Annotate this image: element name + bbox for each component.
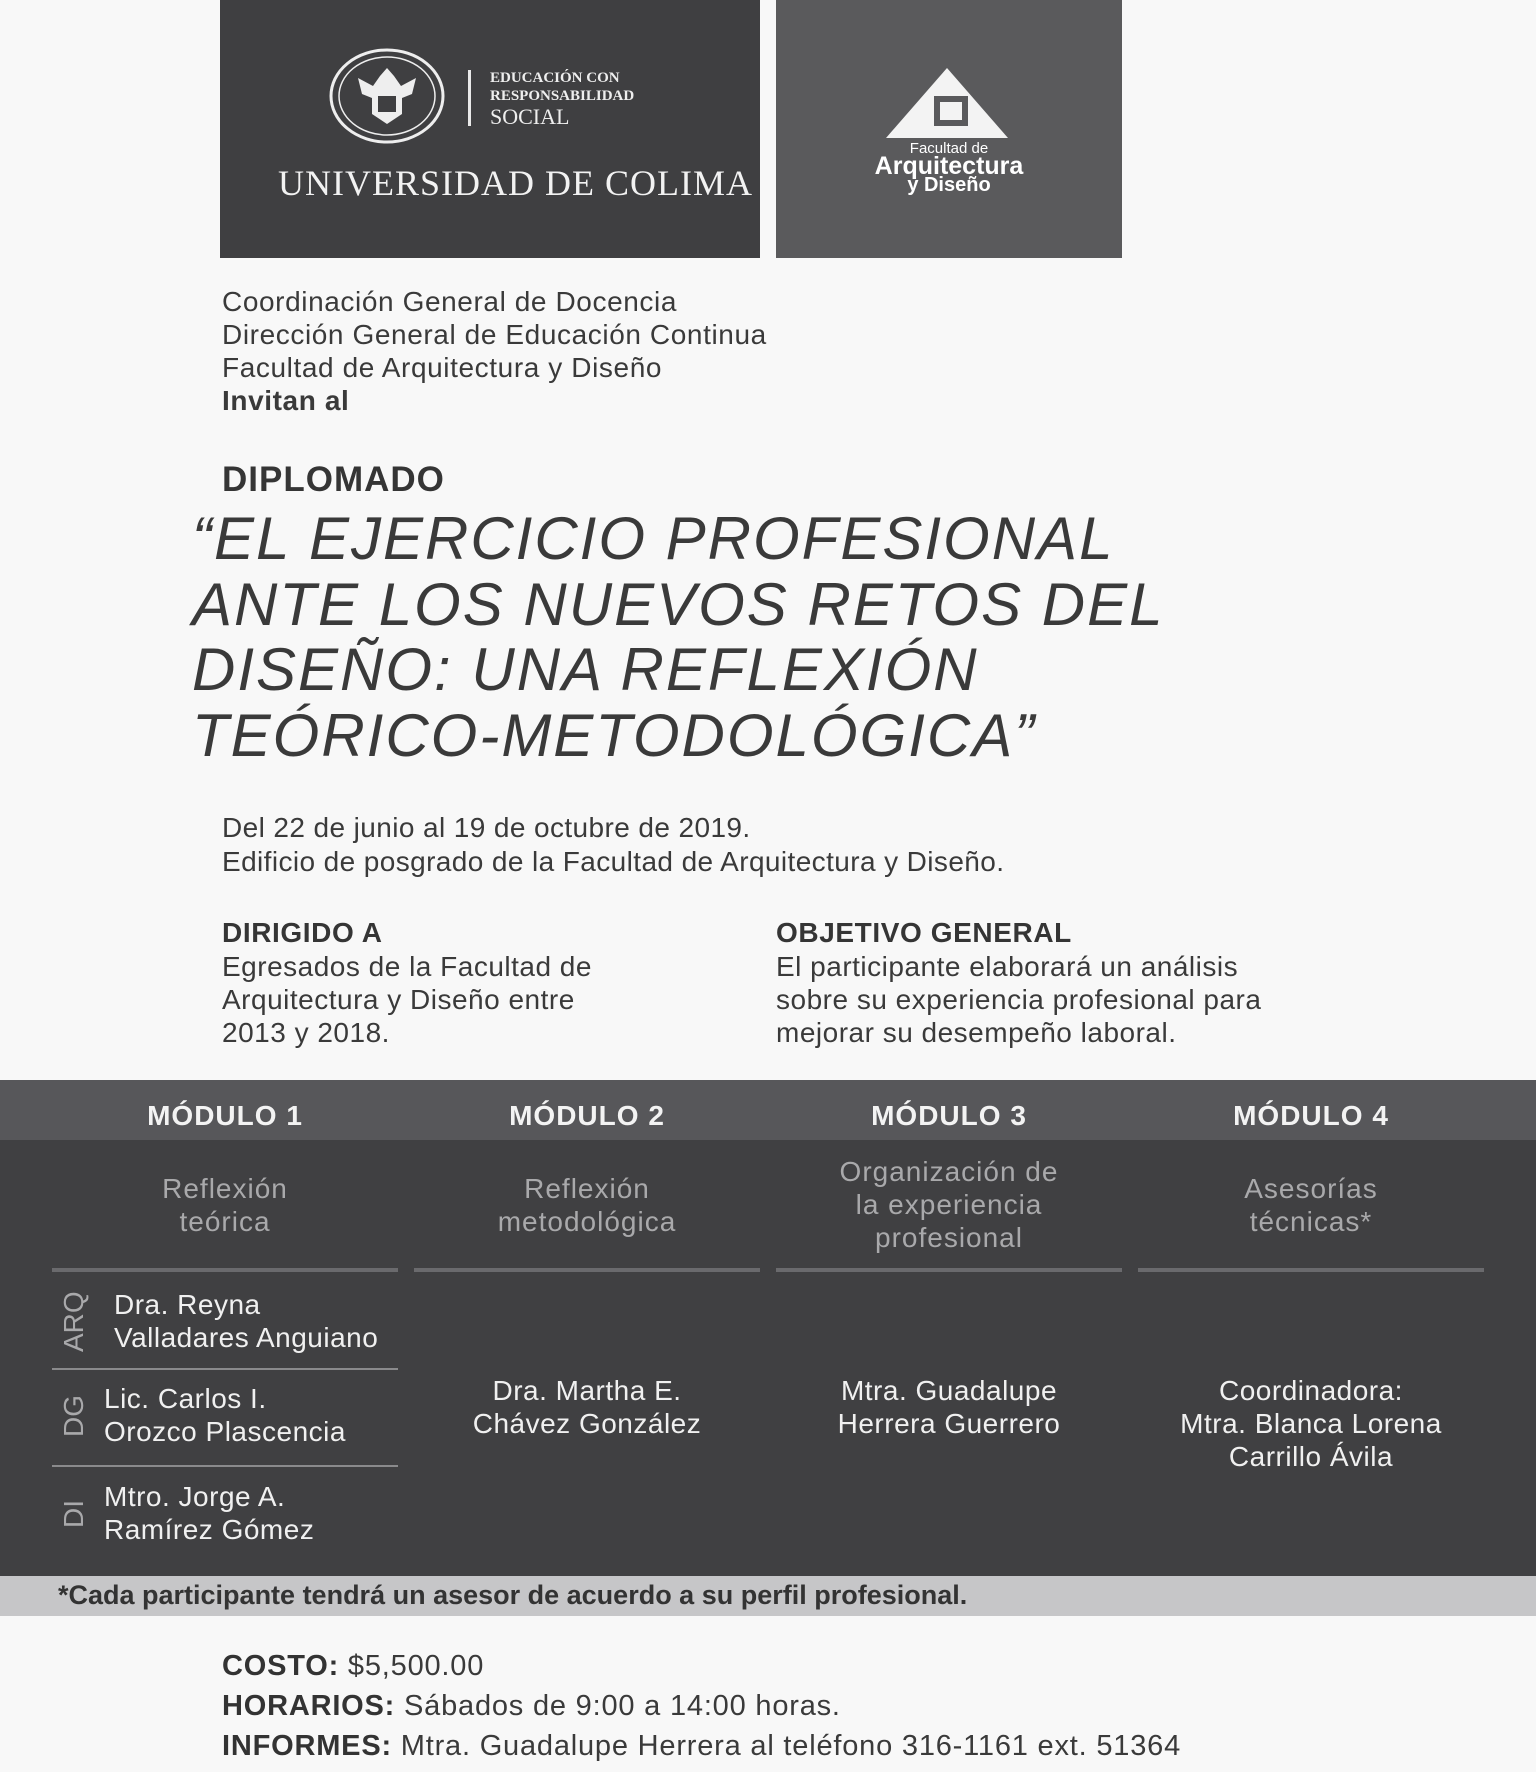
instructor-tag-di: DI (58, 1500, 89, 1528)
instructor-tag-dg: DG (58, 1395, 89, 1437)
module-1-title: MÓDULO 1 (147, 1100, 303, 1131)
module-3-instructor: Mtra. Guadalupe Herrera Guerrero (837, 1375, 1061, 1439)
program-type: DIPLOMADO (222, 460, 445, 499)
informes-label: INFORMES: (222, 1730, 392, 1762)
institution-2: Dirección General de Educación Continua (222, 319, 767, 350)
dirigido-text: Egresados de la Facultad de Arquitectura y Diseño entre 2013 y 2018. (222, 951, 592, 1048)
horarios-line (222, 1690, 841, 1723)
module-4-divider (1138, 1268, 1484, 1272)
logo-faculty-line1: Facultad de (909, 140, 989, 157)
note-text: *Cada participante tendrá un asesor de acuerdo a su perfil profesional. (58, 1580, 968, 1610)
logo-faculty-line2: Arquitectura (874, 152, 1024, 180)
module-1-description: Reflexión teórica (162, 1173, 288, 1237)
module-3-divider (776, 1268, 1122, 1272)
module-2-description: Reflexión metodológica (497, 1173, 677, 1237)
module-2-title: MÓDULO 2 (509, 1100, 665, 1131)
informes-value: Mtra. Guadalupe Herrera al teléfono 316-1161 ext. 51364 (400, 1730, 1181, 1762)
logo-divider (468, 70, 471, 126)
institution-1: Coordinación General de Docencia (222, 286, 678, 317)
program-dates: Del 22 de junio al 19 de octubre de 2019. (222, 812, 751, 843)
invite-text: Invitan al (222, 385, 350, 416)
horarios-label: HORARIOS: (222, 1690, 396, 1722)
module-4-description: Asesorías técnicas* (1244, 1173, 1378, 1237)
instructor-dg: Lic. Carlos I. Orozco Plascencia (104, 1383, 346, 1447)
instructor-divider-1 (52, 1368, 398, 1370)
program-title: “EL EJERCICIO PROFESIONAL ANTE LOS NUEVOS RETOS DEL DISEÑO: UNA REFLEXIÓN TEÓRICO-METODOLÓGICA” (192, 505, 1165, 769)
costo-line (222, 1650, 484, 1683)
instructor-arq: Dra. Reyna Valladares Anguiano (114, 1289, 379, 1353)
dirigido-heading: DIRIGIDO A (222, 917, 383, 948)
logo-tagline-3: SOCIAL (490, 104, 570, 129)
module-3-title: MÓDULO 3 (871, 1100, 1027, 1131)
faculty-triangle-icon (884, 66, 1010, 140)
facultad-arquitectura-logo (776, 0, 1122, 258)
informes-line (222, 1730, 1181, 1763)
instructor-di: Mtro. Jorge A. Ramírez Gómez (104, 1481, 315, 1545)
costo-label: COSTO: (222, 1650, 340, 1682)
module-2-divider (414, 1268, 760, 1272)
institution-3: Facultad de Arquitectura y Diseño (222, 352, 663, 383)
module-3-description: Organización de la experiencia profesional (839, 1156, 1059, 1253)
university-seal-icon (328, 48, 446, 144)
instructor-divider-2 (52, 1465, 398, 1467)
horarios-value: Sábados de 9:00 a 14:00 horas. (404, 1690, 841, 1722)
logo-faculty-line3: y Diseño (907, 174, 991, 196)
program-venue: Edificio de posgrado de la Facultad de Arquitectura y Diseño. (222, 846, 1005, 877)
module-4-instructor: Coordinadora: Mtra. Blanca Lorena Carrillo Ávila (1180, 1375, 1442, 1472)
logo-tagline-1: EDUCACIÓN CON (490, 70, 620, 86)
objetivo-heading: OBJETIVO GENERAL (776, 917, 1072, 948)
university-name: UNIVERSIDAD DE COLIMA (278, 163, 753, 203)
universidad-de-colima-logo (220, 0, 760, 258)
objetivo-text: El participante elaborará un análisis sobre su experiencia profesional para mejorar su desempeño laboral. (776, 951, 1262, 1048)
module-4-title: MÓDULO 4 (1233, 1100, 1389, 1131)
module-1-divider (52, 1268, 398, 1272)
instructor-tag-arq: ARQ (58, 1291, 89, 1352)
module-2-instructor: Dra. Martha E. Chávez González (472, 1375, 702, 1439)
costo-value: $5,500.00 (347, 1650, 485, 1682)
logo-tagline-2: RESPONSABILIDAD (490, 88, 635, 104)
